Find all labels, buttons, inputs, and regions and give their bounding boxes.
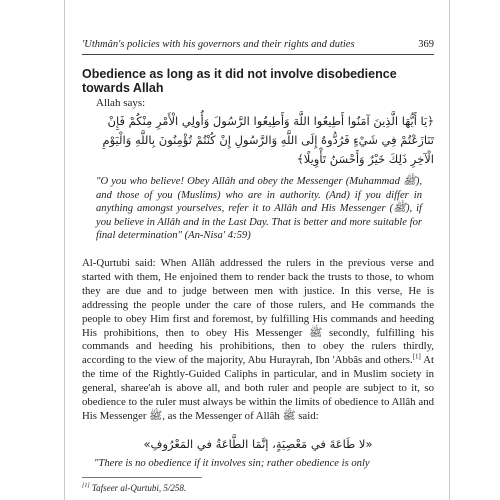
page-number: 369 (418, 39, 434, 50)
running-title: 'Uthmân's policies with his governors and their rights and duties (82, 39, 355, 50)
page-left-edge (64, 0, 65, 500)
body-text: Al-Qurtubi said: When Allâh addressed the rulers in the previous verse and started with them, He enjoined them to render back the trusts to those, to whom they are due and to judge between men with justice. In this verse, He is addressing the people under the care of those rulers, and He commands the people to obey Him first and foremost, by fulfilling His commands and heeding His prohibitions, then to obey His Messenger ﷺ secondly, fulfilling his commands and heeding his prohibitions, then to obey the rulers thirdly, according to the view of the majority, Abu Hurayrah, Ibn 'Abbâs and others. (82, 256, 434, 367)
hadith-arabic: «لا طَاعَةَ في مَعْصِيَةٍ، إنَّمَا الطَّاعَةُ في المَعْرُوفِ» (143, 436, 373, 451)
book-page (82, 38, 434, 494)
says-line: Allah says: (96, 97, 146, 109)
footnote (82, 481, 434, 494)
body-paragraph (82, 257, 434, 424)
running-head (82, 38, 434, 51)
footnote-ref: [1] (412, 352, 421, 361)
page-right-edge (449, 0, 450, 500)
section-heading: Obedience as long as it did not involve disobedience towards Allah (82, 67, 397, 95)
hadith-translation: "There is no obedience if it involves sin; rather obedience is only (94, 457, 370, 469)
footnote-text: Tafseer al-Qurtubi, 5/258. (89, 482, 187, 493)
footnote-marker: [1] (82, 482, 90, 489)
footnote-rule (82, 477, 202, 478)
verse-arabic: ﴿يَا أَيُّهَا الَّذِينَ آمَنُوا أَطِيعُوا اللَّهَ وَأَطِيعُوا الرَّسُولَ وَأُولِي الْأَمْرِ مِنْكُمْ فَإِنْ تَنَازَعْتُمْ فِي شَيْءٍ فَرُدُّوهُ إِلَى اللَّهِ وَالرَّسُولِ إِنْ كُنْتُمْ تُؤْمِنُونَ بِاللَّهِ وَالْيَوْمِ الْآخِرِ ذَلِكَ خَيْرٌ وَأَحْسَنُ تَأْوِيلًا﴾ (102, 114, 434, 166)
verse-translation: "O you who believe! Obey Allâh and obey the Messenger (Muhammad ﷺ), and those of you (Muslims) who are in authority. (And) if you differ in anything amongst yourselves, refer it to Allâh and His Messenger (ﷺ), if you believe in Allâh and in the Last Day. That is better and more suitable for final determination" (An-Nisa' 4:59) (96, 176, 423, 242)
body-text-cont: At the time of the Rightly-Guided Caliphs in particular, and in Muslim society in general, sharee'ah is above all, and both ruler and people are subject to it, so obedience to the ruler must always be within the limits of obedience to Allâh and His Messenger ﷺ, as the Messenger of Allâh ﷺ said: (82, 354, 434, 422)
header-rule (82, 54, 434, 55)
